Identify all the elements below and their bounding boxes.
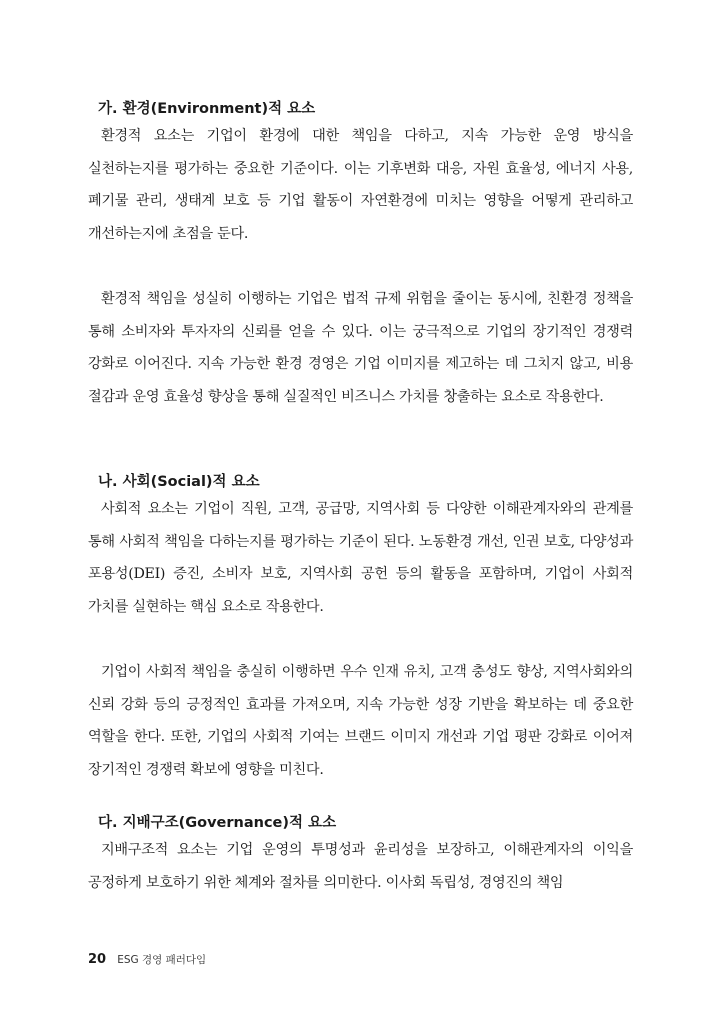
body-paragraph: 환경적 책임을 성실히 이행하는 기업은 법적 규제 위험을 줄이는 동시에, 친환경 정책을 통해 소비자와 투자자의 신뢰를 얻을 수 있다. 이는 궁극적으로 기업의 장기적인 경쟁력 강화로 이어진다. 지속 가능한 환경 경영은 기업 이미지를 제고하는 데 그치지 않고, 비용 절감과 운영 효율성 향상을 통해 실질적인 비즈니스 가치를 창출하는 요소로 작용한다. bbox=[88, 291, 633, 405]
section-heading: 가. 환경(Environment)적 요소 bbox=[98, 101, 316, 117]
page-footer bbox=[88, 948, 206, 968]
body-paragraph: 기업이 사회적 책임을 충실히 이행하면 우수 인재 유치, 고객 충성도 향상, 지역사회와의 신뢰 강화 등의 긍정적인 효과를 가져오며, 지속 가능한 성장 기반을 확보하는 데 중요한 역할을 한다. 또한, 기업의 사회적 기여는 브랜드 이미지 개선과 기업 평판 강화로 이어져 장기적인 경쟁력 확보에 영향을 미친다. bbox=[88, 664, 633, 778]
section-heading: 다. 지배구조(Governance)적 요소 bbox=[98, 815, 337, 831]
body-paragraph: 사회적 요소는 기업이 직원, 고객, 공급망, 지역사회 등 다양한 이해관계자와의 관계를 통해 사회적 책임을 다하는지를 평가하는 기준이 된다. 노동환경 개선, 인권 보호, 다양성과 포용성(DEI) 증진, 소비자 보호, 지역사회 공헌 등의 활동을 포함하며, 기업이 사회적 가치를 실현하는 핵심 요소로 작용한다. bbox=[88, 501, 633, 615]
body-paragraph: 지배구조적 요소는 기업 운영의 투명성과 윤리성을 보장하고, 이해관계자의 이익을 공정하게 보호하기 위한 체계와 절차를 의미한다. 이사회 독립성, 경영진의 책임 bbox=[88, 842, 633, 891]
section-governance bbox=[88, 812, 633, 899]
running-title: ESG 경영 패러다임 bbox=[117, 954, 207, 966]
body-paragraph: 환경적 요소는 기업이 환경에 대한 책임을 다하고, 지속 가능한 운영 방식을 실천하는지를 평가하는 중요한 기준이다. 이는 기후변화 대응, 자원 효율성, 에너지 사용, 폐기물 관리, 생태계 보호 등 기업 활동이 자연환경에 미치는 영향을 어떻게 관리하고 개선하는지에 초점을 둔다. bbox=[88, 128, 633, 242]
section-heading: 나. 사회(Social)적 요소 bbox=[98, 474, 260, 490]
section-environment bbox=[88, 98, 633, 413]
section-social bbox=[88, 471, 633, 786]
page-number: 20 bbox=[88, 952, 107, 967]
